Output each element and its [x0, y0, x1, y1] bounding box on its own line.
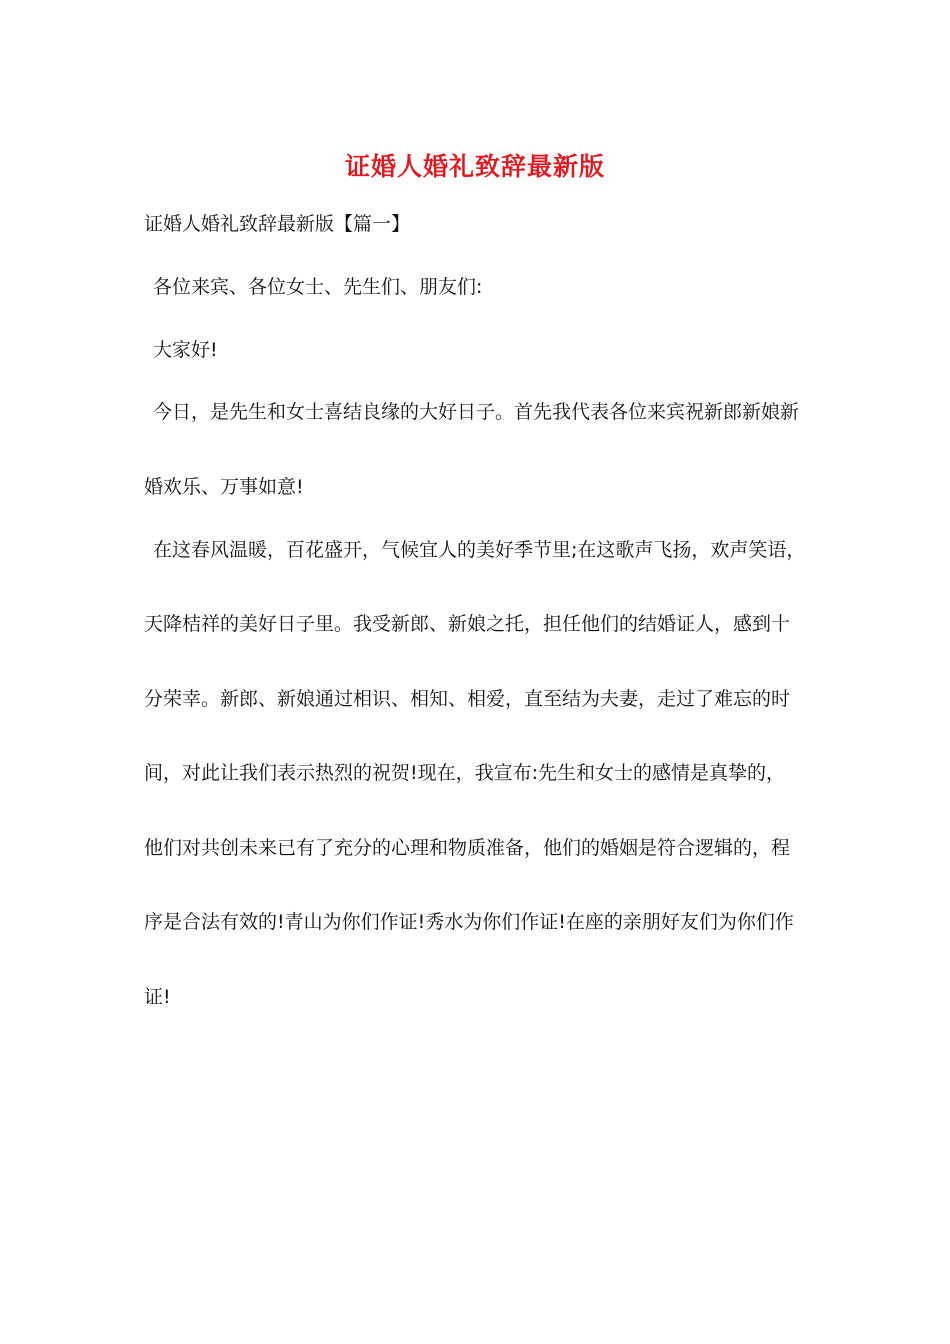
paragraph-1-line-1: 今日，是先生和女士喜结良缘的大好日子。首先我代表各位来宾祝新郎新娘新 [153, 401, 800, 423]
paragraph-2-line-3: 分荣幸。新郎、新娘通过相识、相知、相爱，直至结为夫妻，走过了难忘的时 [144, 688, 791, 710]
paragraph-1-line-2: 婚欢乐、万事如意! [144, 476, 304, 498]
paragraph-2-line-7: 证! [144, 986, 171, 1008]
paragraph-2-line-1: 在这春风温暖，百花盛开，气候宜人的美好季节里;在这歌声飞扬，欢声笑语， [153, 539, 806, 561]
document-title: 证婚人婚礼致辞最新版 [344, 152, 605, 181]
paragraph-2-line-6: 序是合法有效的!青山为你们作证!秀水为你们作证!在座的亲朋好友们为你们作 [144, 911, 794, 933]
paragraph-2-line-4: 间，对此让我们表示热烈的祝贺!现在，我宣布:先生和女士的感情是真挚的， [144, 762, 786, 784]
paragraph-2-line-2: 天降桔祥的美好日子里。我受新郎、新娘之托，担任他们的结婚证人，感到十 [144, 613, 791, 635]
greeting-line: 各位来宾、各位女士、先生们、朋友们: [153, 276, 483, 298]
paragraph-2-line-5: 他们对共创未来已有了充分的心理和物质准备，他们的婚姻是符合逻辑的，程 [144, 837, 791, 859]
section-heading: 证婚人婚礼致辞最新版【篇一】 [144, 213, 411, 235]
hello-line: 大家好! [153, 339, 218, 361]
